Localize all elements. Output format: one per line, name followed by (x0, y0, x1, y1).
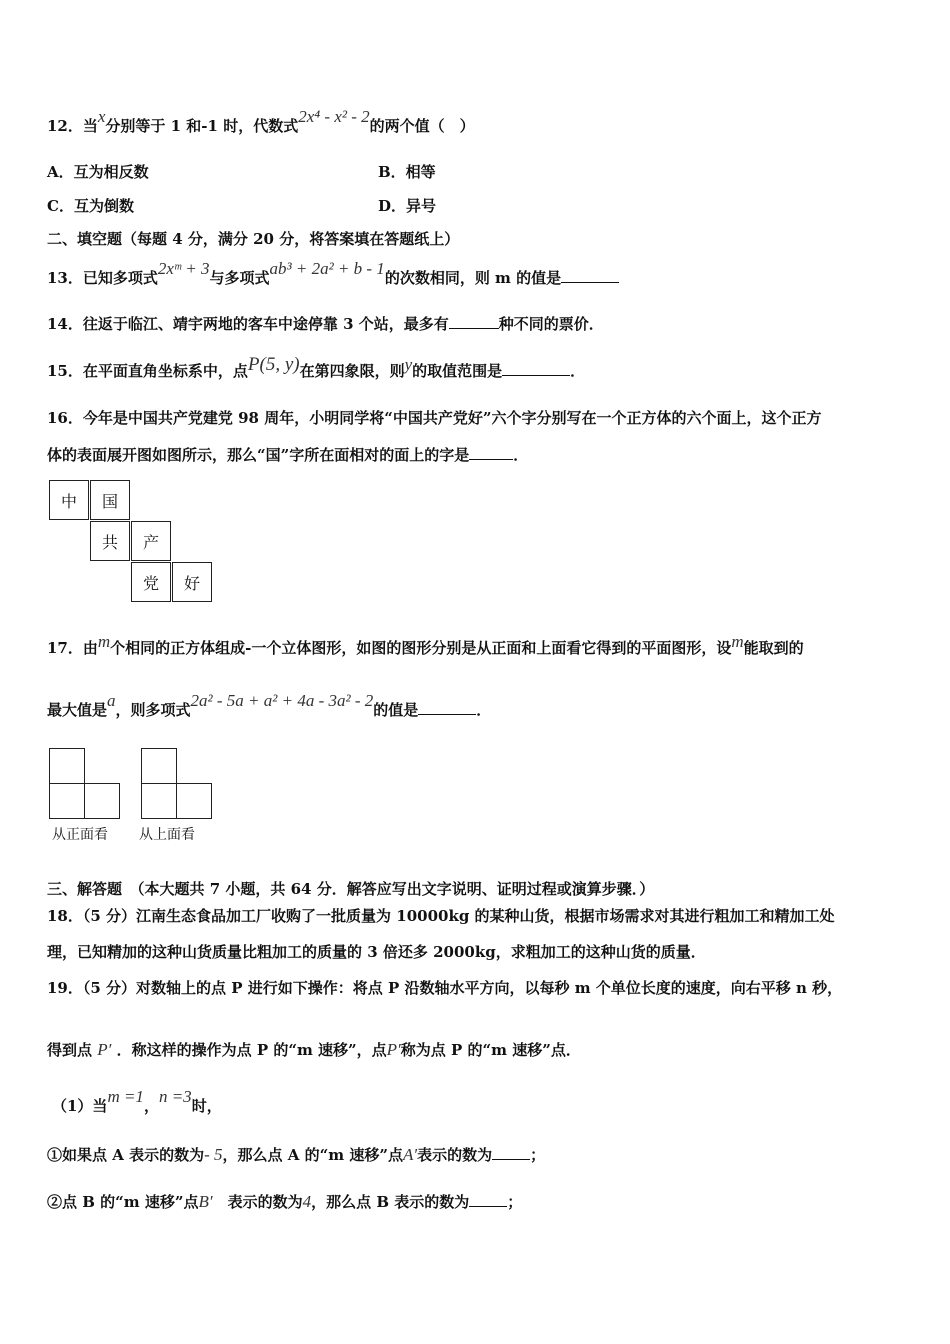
section-2-heading: 二、填空题（每题 4 分，满分 20 分，将答案填在答题纸上） (47, 230, 460, 248)
option-a[interactable]: A．互为相反数 (47, 163, 149, 181)
q12-stem: 12．当x分别等于 1 和-1 时，代数式2x⁴ - x² - 2的两个值（ ） (47, 107, 475, 135)
math-expression: 2a² - 5a + a² + 4a - 3a² - 2 (190, 691, 374, 710)
q19-line2: 得到点 P′ ．称这样的操作为点 P 的“m 速移”，点P′称为点 P 的“m 速移”点． (47, 1040, 581, 1059)
math-m: m (731, 632, 744, 651)
answer-blank[interactable] (418, 700, 476, 715)
cube-net-figure (49, 480, 219, 605)
q19-part1: （1）当m =1，n =3时， (52, 1087, 222, 1115)
answer-blank[interactable] (502, 361, 570, 376)
math-m-value: m =1 (107, 1087, 144, 1106)
q16-line2: 体的表面展开图如图所示，那么“国”字所在面相对的面上的字是 ． (47, 446, 529, 464)
answer-blank[interactable] (492, 1145, 530, 1160)
view-square (141, 783, 177, 819)
net-face: 中 (49, 480, 89, 520)
q17-line1: 17．由m个相同的正方体组成-一个立体图形，如图的图形分别是从正面和上面看它得到的平面图形，设m能取到的 (47, 632, 804, 657)
math-a-prime: A′ (402, 1145, 418, 1164)
math-point: P(5, y) (247, 354, 300, 375)
q19-sub2: ②点 B 的“m 速移”点B′ 表示的数为4，那么点 B 表示的数为 ； (47, 1192, 523, 1211)
net-face: 党 (131, 562, 171, 602)
q19-line1: 19．（5 分）对数轴上的点 P 进行如下操作：将点 P 沿数轴水平方向，以每秒 m 个单位长度的速度，向右平移 n 秒， (47, 979, 843, 997)
q14-stem: 14．往返于临江、靖宇两地的客车中途停靠 3 个站，最多有 种不同的票价． (47, 315, 604, 333)
math-b-prime: B′ (198, 1192, 213, 1211)
math-expression: ab³ + 2a² + b - 1 (269, 259, 385, 278)
top-view-figure (141, 748, 221, 848)
view-square (84, 783, 120, 819)
view-square (176, 783, 212, 819)
answer-blank[interactable] (469, 445, 513, 460)
net-face: 国 (90, 480, 130, 520)
answer-blank[interactable] (469, 1192, 507, 1207)
option-b[interactable]: B．相等 (378, 163, 436, 181)
math-a: a (107, 691, 116, 710)
math-expression: 2xᵐ + 3 (157, 259, 210, 278)
math-n-value: n =3 (158, 1087, 192, 1106)
net-face: 产 (131, 521, 171, 561)
view-square (49, 748, 85, 784)
math-y: y (404, 355, 413, 374)
answer-blank[interactable] (449, 314, 499, 329)
q19-sub1: ①如果点 A 表示的数为- 5，那么点 A 的“m 速移”点A′表示的数为 ； (47, 1145, 546, 1164)
math-m: m (97, 632, 111, 651)
q18-line1: 18．（5 分）江南生态食品加工厂收购了一批质量为 10000kg 的某种山货，根据市场需求对其进行粗加工和精加工处 (47, 907, 835, 925)
math-value: 4 (302, 1192, 312, 1211)
option-c[interactable]: C．互为倒数 (47, 197, 134, 215)
q16-line1: 16．今年是中国共产党建党 98 周年，小明同学将“中国共产党好”六个字分别写在一个正方体的六个面上，这个正方 (47, 409, 822, 427)
front-view-label: 从正面看 (52, 827, 108, 843)
math-value: - 5 (204, 1145, 223, 1164)
option-d[interactable]: D．异号 (378, 197, 437, 215)
math-p-prime: P′ (386, 1040, 401, 1059)
net-face: 共 (90, 521, 130, 561)
top-view-label: 从上面看 (139, 827, 195, 843)
math-p-prime: P′ (97, 1040, 112, 1059)
front-view-figure (49, 748, 129, 848)
q17-line2: 最大值是a，则多项式2a² - 5a + a² + 4a - 3a² - 2的值是 ． (47, 691, 492, 719)
math-x: x (97, 107, 106, 126)
q18-line2: 理，已知精加的这种山货质量比粗加工的质量的 3 倍还多 2000kg，求粗加工的这种山货的质量． (47, 943, 706, 961)
view-square (49, 783, 85, 819)
view-square (141, 748, 177, 784)
math-expression: 2x⁴ - x² - 2 (298, 107, 370, 126)
net-face: 好 (172, 562, 212, 602)
section-3-heading: 三、解答题 （本大题共 7 小题，共 64 分．解答应写出文字说明、证明过程或演算步骤．） (47, 880, 655, 898)
q13-stem: 13．已知多项式2xᵐ + 3与多项式ab³ + 2a² + b - 1的次数相同，则 m 的值是 (47, 268, 619, 288)
q15-stem: 15．在平面直角坐标系中，点P(5, y)在第四象限，则y的取值范围是 ． (47, 354, 586, 380)
answer-blank[interactable] (561, 268, 619, 283)
